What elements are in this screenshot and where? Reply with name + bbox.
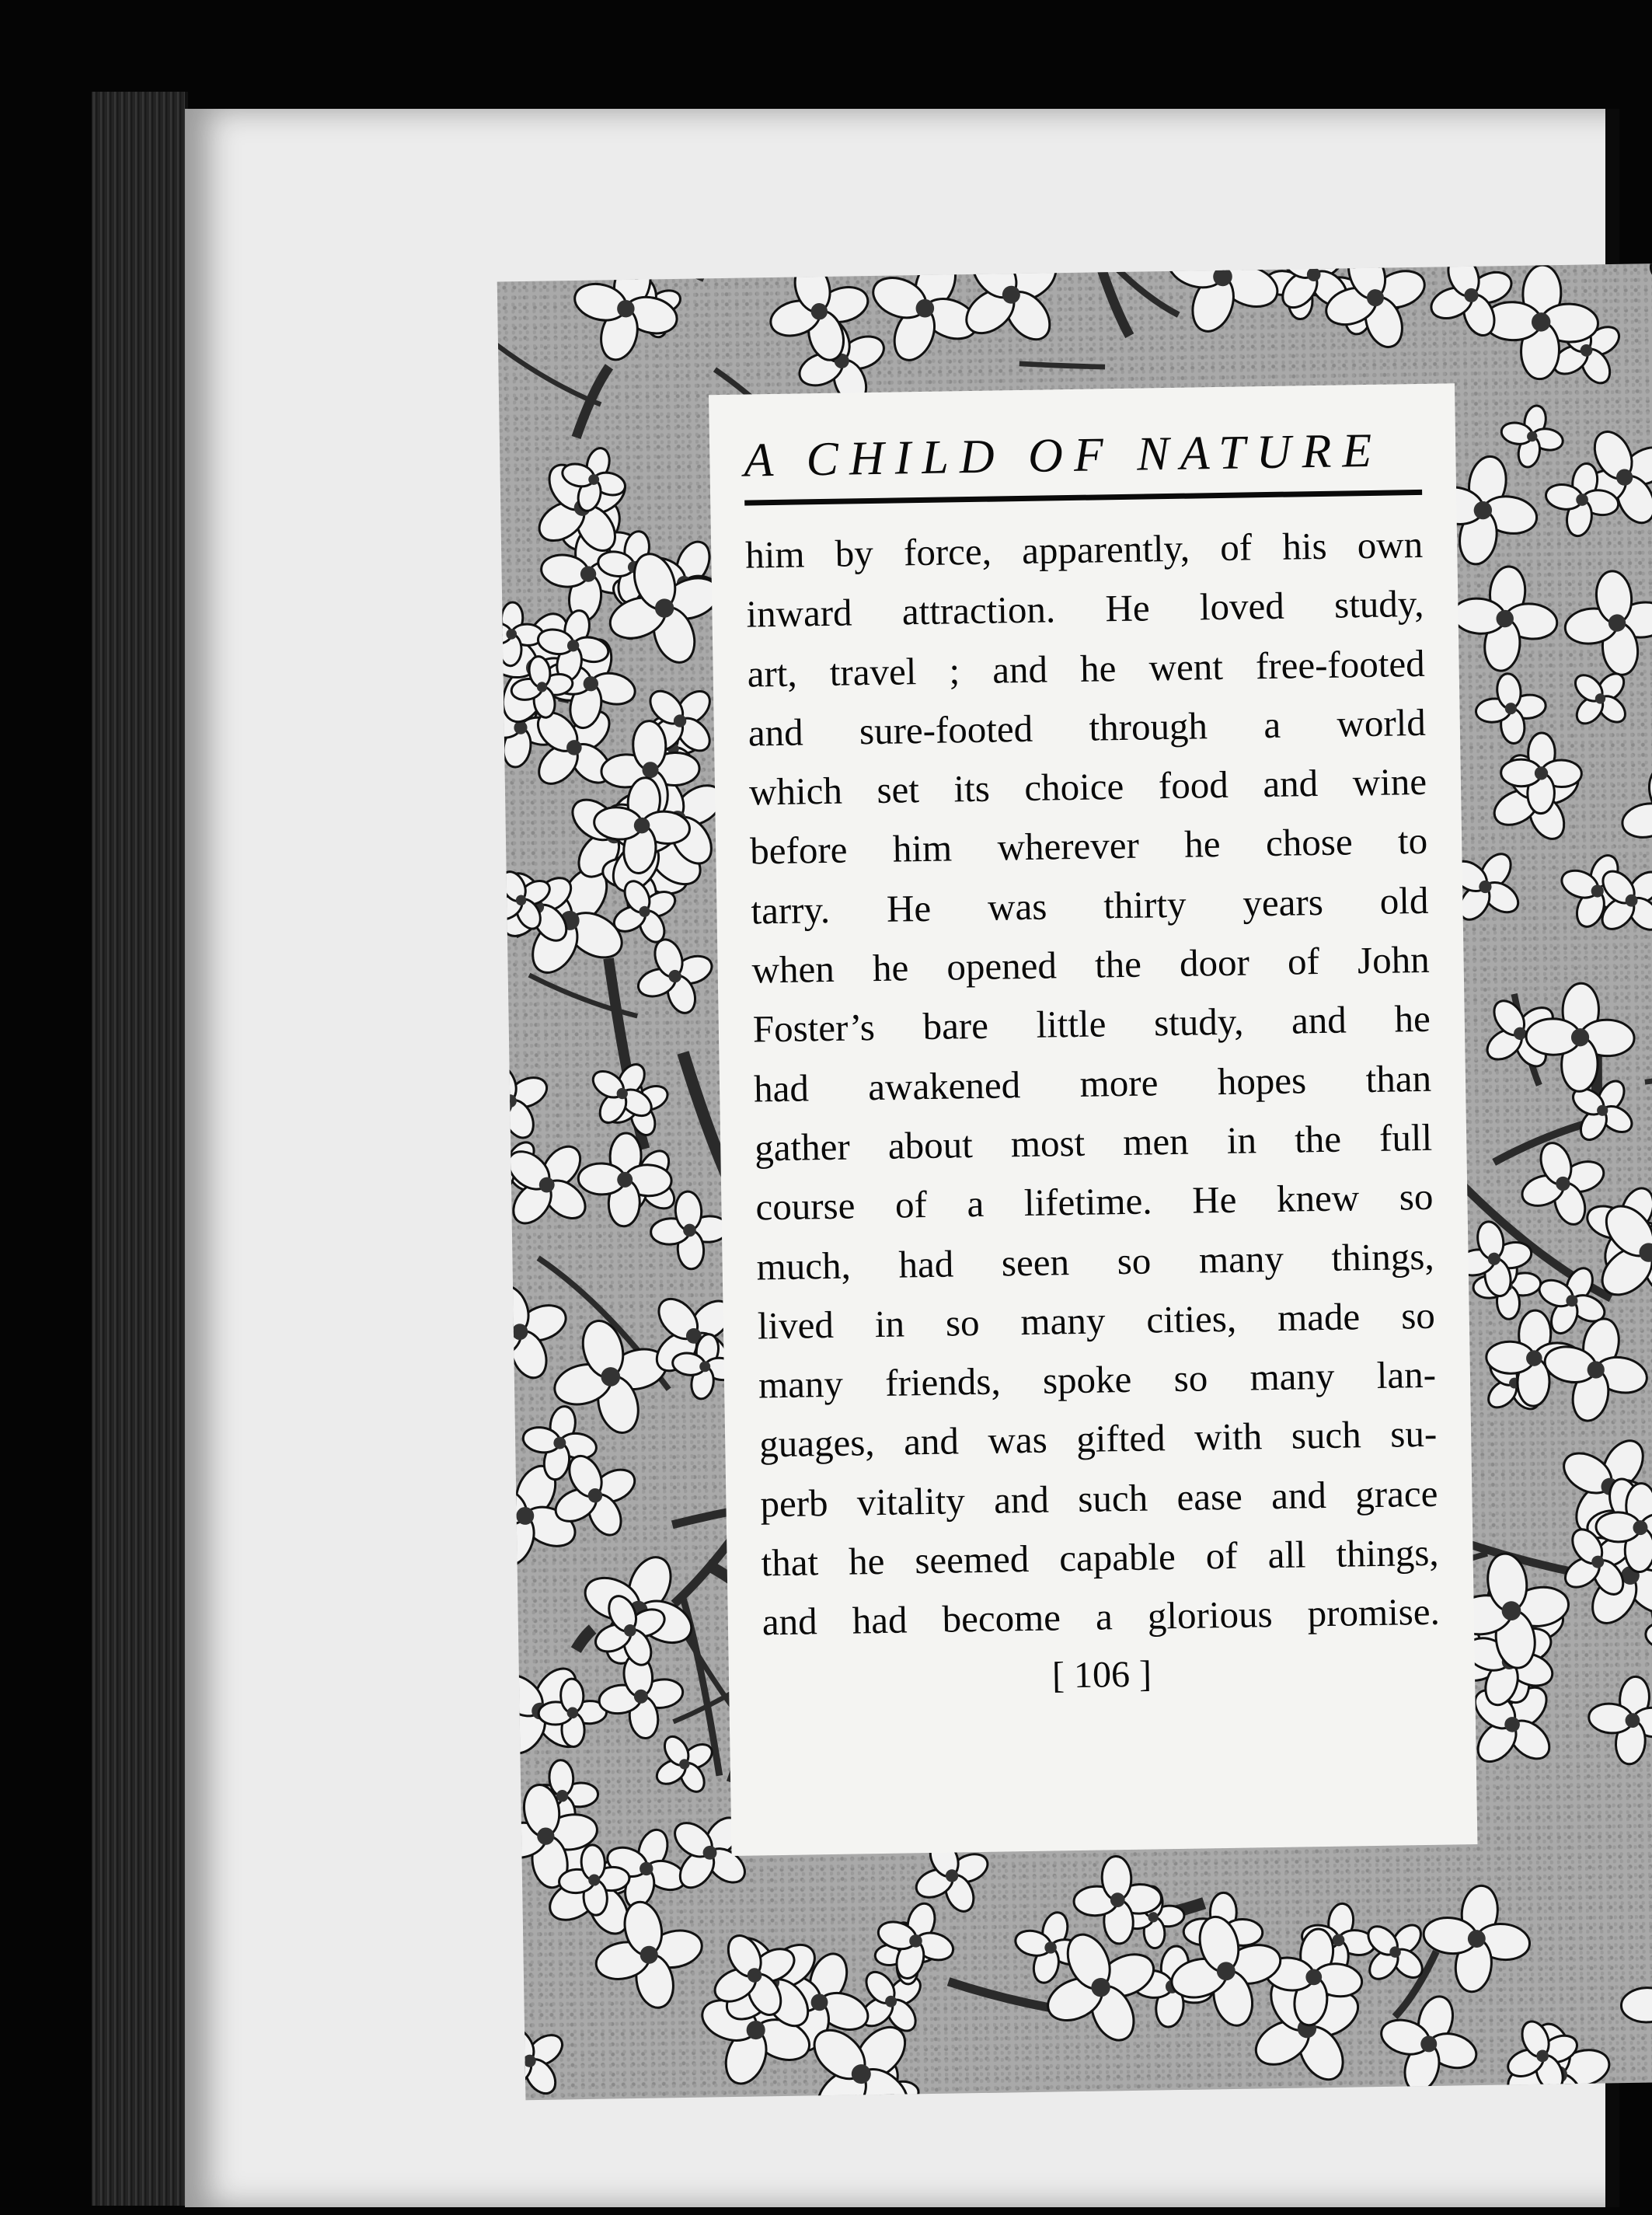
- text-line: many friends, spoke so many lan-: [758, 1352, 1437, 1407]
- page-number: [ 106 ]: [1051, 1653, 1152, 1697]
- text-line: course of a lifetime. He knew so: [755, 1175, 1434, 1229]
- text-line: him by force, apparently, of his own: [744, 522, 1424, 577]
- text-line: Foster’s bare little study, and he: [752, 997, 1431, 1051]
- text-line: which set its choice food and wine: [748, 760, 1427, 814]
- text-line: art, travel ; and he went free-footed: [747, 641, 1426, 696]
- text-line: inward attraction. He loved study,: [746, 582, 1424, 636]
- book-spine-edge: [92, 92, 188, 2206]
- text-line: gather about most men in the full: [754, 1115, 1433, 1170]
- text-line: that he seemed capable of all things,: [761, 1530, 1439, 1585]
- text-line: and sure-footed through a world: [748, 700, 1427, 755]
- dogwood-border-illustration: [497, 263, 1652, 2101]
- running-head: A CHILD OF NATURE: [743, 424, 1383, 487]
- text-line: before him wherever he chose to: [749, 819, 1428, 874]
- text-line: much, had seen so many things,: [756, 1234, 1434, 1289]
- text-line: perb vitality and such ease and grace: [760, 1471, 1438, 1526]
- body-text: [745, 515, 1441, 1652]
- text-line: when he opened the door of John: [751, 937, 1430, 992]
- text-line: tarry. He was thirty years old: [751, 878, 1429, 933]
- book-page: [185, 109, 1619, 2207]
- text-line: and had become a glorious promise.: [762, 1590, 1441, 1644]
- text-panel: [709, 383, 1477, 1856]
- text-line: lived in so many cities, made so: [757, 1293, 1436, 1348]
- text-line: had awakened more hopes than: [753, 1056, 1432, 1111]
- text-line: guages, and was gifted with such su-: [758, 1412, 1438, 1466]
